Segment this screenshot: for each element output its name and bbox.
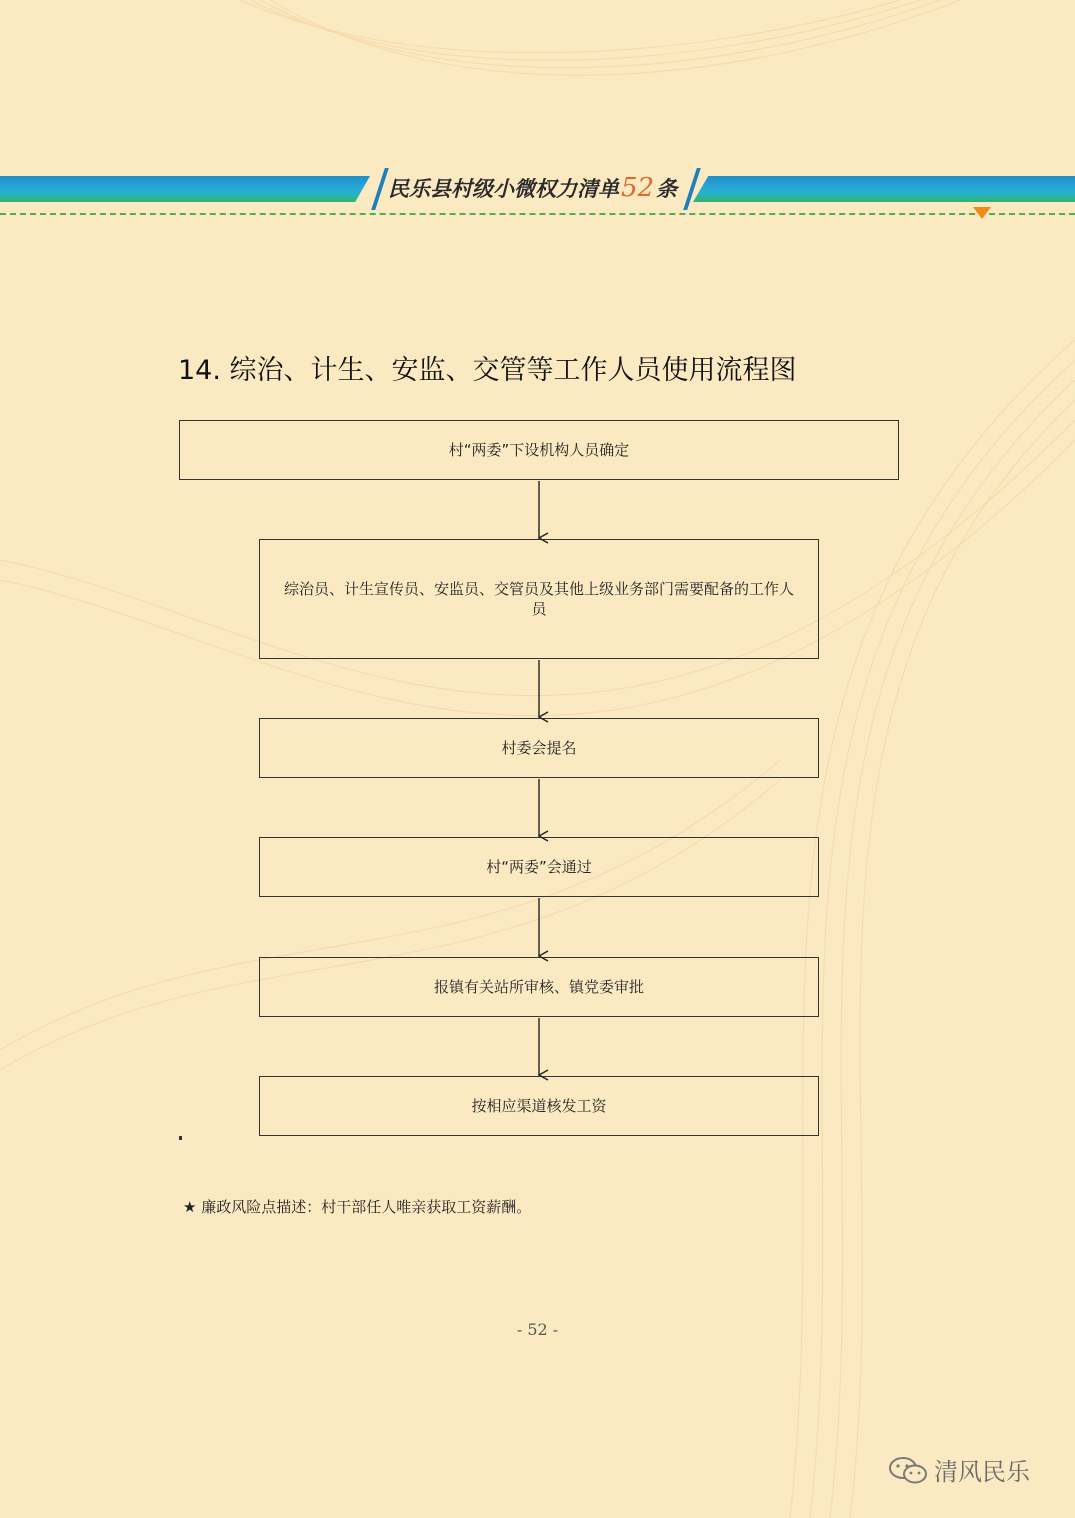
page-number: - 52 - xyxy=(516,1320,559,1339)
watermark-text: 清风民乐 xyxy=(934,1458,1030,1486)
flow-step-2: 综治员、计生宣传员、安监员、交管员及其他上级业务部门需要配备的工作人员 xyxy=(259,539,819,659)
flow-step-6: 按相应渠道核发工资 xyxy=(259,1076,819,1136)
header-title-prefix: 民乐县村级小微权力清单 xyxy=(388,176,619,201)
header-banner-left xyxy=(0,176,370,202)
triangle-marker-icon xyxy=(973,207,991,219)
header-title xyxy=(388,170,688,206)
flow-step-3: 村委会提名 xyxy=(259,718,819,778)
flow-step-5: 报镇有关站所审核、镇党委审批 xyxy=(259,957,819,1017)
wechat-icon xyxy=(888,1455,928,1485)
risk-note: ★ 廉政风险点描述：村干部任人唯亲获取工资薪酬。 xyxy=(183,1198,532,1216)
watermark xyxy=(888,1452,1030,1487)
header-title-suffix: 条 xyxy=(656,176,678,201)
flow-step-4: 村“两委”会通过 xyxy=(259,837,819,897)
stray-mark xyxy=(179,1136,182,1140)
header-banner-right xyxy=(693,176,1075,202)
flow-step-1: 村“两委”下设机构人员确定 xyxy=(179,420,899,480)
page-title: 14. 综治、计生、安监、交管等工作人员使用流程图 xyxy=(178,355,797,386)
header-dashed-divider xyxy=(0,213,1075,215)
header-title-number: 52 xyxy=(621,173,655,203)
